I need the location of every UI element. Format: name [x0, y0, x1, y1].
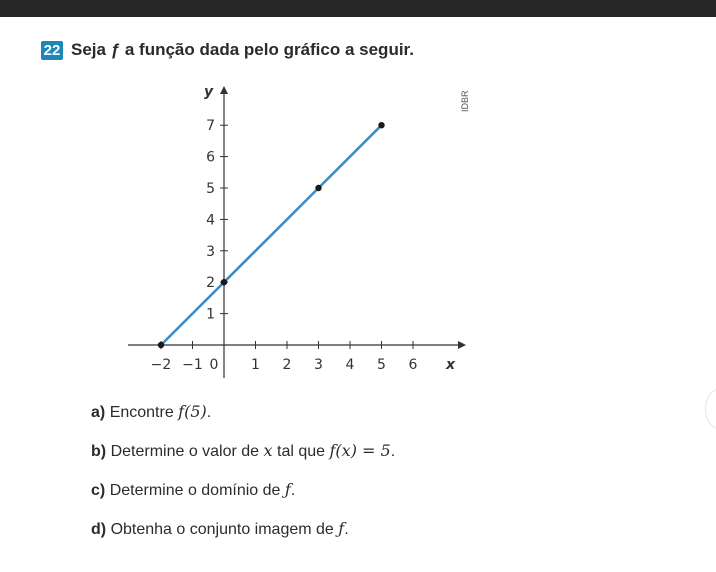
question-mid: tal que: [272, 443, 330, 460]
image-credit: [458, 80, 472, 114]
ticks: [151, 118, 418, 373]
x-tick-label: −2: [150, 357, 172, 373]
problem-header: [41, 38, 414, 62]
top-bar: [0, 0, 716, 17]
question-label: b): [91, 443, 107, 460]
y-tick-label: 7: [206, 118, 215, 135]
question-d: [91, 519, 651, 558]
questions-list: [91, 402, 651, 558]
question-math: f(5): [178, 402, 207, 421]
question-suffix: .: [390, 443, 396, 460]
question-label: a): [91, 404, 106, 421]
x-tick-label: 0: [209, 357, 219, 373]
image-credit-text: IDBR: [460, 90, 470, 112]
x-tick-label: 1: [251, 357, 260, 373]
x-tick-label: 4: [345, 357, 355, 373]
question-suffix: .: [206, 404, 212, 421]
data-point: [315, 185, 321, 191]
x-axis-label: x: [446, 357, 456, 373]
y-tick-label: 1: [206, 306, 215, 323]
question-text: Encontre: [109, 404, 179, 421]
y-tick-label: 5: [206, 181, 215, 197]
function-graph: [118, 80, 478, 380]
question-math-2: f(x) = 5: [329, 441, 391, 460]
page-edge-marker: [705, 388, 716, 430]
question-b: [91, 441, 651, 480]
y-tick-label: 3: [206, 243, 215, 260]
x-tick-label: 2: [282, 357, 292, 373]
y-axis-arrow: [220, 86, 228, 94]
axes: [128, 86, 466, 378]
y-axis-label: y: [204, 84, 214, 100]
question-math: ƒ: [338, 519, 345, 538]
question-text: Determine o domínio de: [109, 482, 285, 499]
question-suffix: .: [344, 521, 349, 538]
x-tick-label: −1: [182, 357, 203, 373]
x-axis-arrow: [458, 341, 466, 349]
question-text: Obtenha o conjunto imagem de: [110, 521, 339, 538]
question-label: c): [91, 482, 106, 499]
question-math: x: [263, 441, 273, 460]
x-tick-label: 3: [314, 357, 323, 373]
question-label: d): [91, 521, 107, 538]
question-suffix: .: [290, 482, 296, 499]
y-tick-label: 6: [206, 149, 215, 166]
x-tick-label: 5: [377, 357, 386, 373]
question-text: Determine o valor de: [110, 443, 264, 460]
x-tick-label: 6: [408, 357, 418, 373]
question-a: [91, 402, 651, 441]
problem-statement: Seja ƒ a função dada pelo gráfico a seguir.: [71, 40, 414, 59]
series-line-f: [161, 125, 382, 345]
question-math: ƒ: [284, 480, 291, 499]
data-point: [378, 122, 384, 128]
y-tick-label: 4: [206, 212, 215, 229]
data-point: [158, 342, 164, 348]
problem-number-badge: 22: [41, 41, 63, 60]
question-c: [91, 480, 651, 519]
series: [161, 125, 382, 345]
y-tick-label: 2: [206, 275, 215, 292]
data-point: [221, 279, 227, 285]
